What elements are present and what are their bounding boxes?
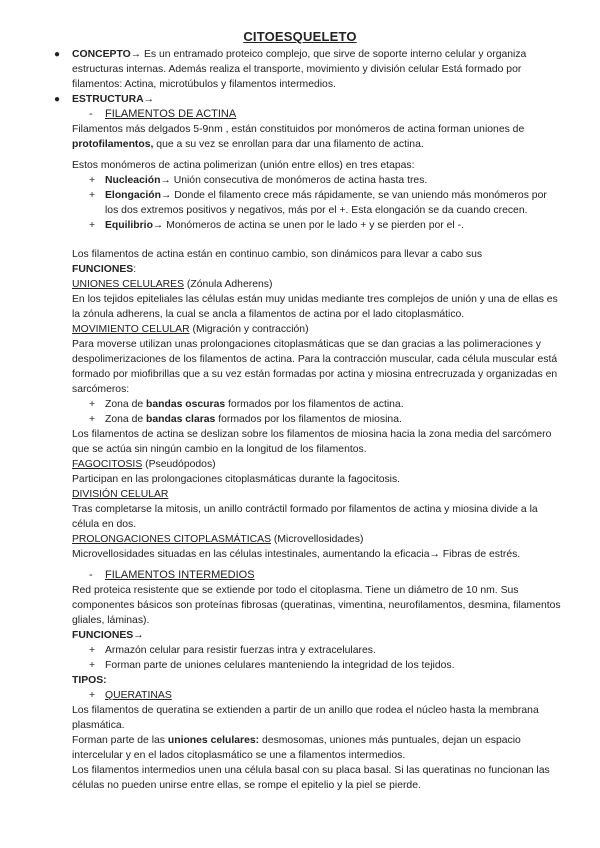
actina-intro-b: que a su vez se enrollan para dar una filamento de actina. <box>153 139 424 150</box>
plus-icon: + <box>89 660 96 671</box>
plus-icon: + <box>89 220 96 231</box>
banda-item <box>72 412 562 427</box>
estructura-bullet <box>54 92 562 107</box>
prolongaciones-heading <box>72 532 562 547</box>
movimiento-paren: (Migración y contracción) <box>189 324 309 335</box>
etapa-item <box>72 218 562 233</box>
etapa-term: Nucleación <box>105 175 161 186</box>
etapa-term: Elongación <box>105 190 161 201</box>
actina-intro-a: Filamentos más delgados 5-9nm , están constituidos por monómeros de actina forman uniones de <box>72 124 525 135</box>
banda-item <box>72 397 562 412</box>
prolongaciones-text: Microvellosidades situadas en las células intestinales, aumentando la eficacia→ Fibras de estrés. <box>72 549 521 560</box>
dash-icon: - <box>89 108 93 120</box>
plus-icon: + <box>89 190 96 201</box>
page-title: CITOESQUELETO <box>243 29 357 44</box>
concepto-bullet <box>54 47 562 92</box>
banda-pre: Zona de <box>105 414 147 425</box>
queratinas-head: QUERATINAS <box>105 690 172 701</box>
uniones-post: desmosomas, uniones más puntuales, dejan un espacio intercelular y en el lados citoplasmático se une a filamentos intermedios. <box>72 735 521 761</box>
funciones-label: FUNCIONES <box>72 264 134 275</box>
prolongaciones-head: PROLONGACIONES CITOPLASMÁTICAS <box>72 534 272 545</box>
uniones-pre: Forman parte de las <box>72 735 168 746</box>
banda-post: formados por los filamentos de miosina. <box>215 414 402 425</box>
arrow-icon: → <box>130 49 142 60</box>
uniones-text: En los tejidos epiteliales las células están muy unidas mediante tres complejos de unión y una de ellas es la zónula adherens, la cual se ancla a filamentos de actina por el lado citoplasmático. <box>72 294 558 320</box>
arrow-icon: → <box>143 94 154 105</box>
concepto-text: Es un entramado proteico complejo, que sirve de soporte interno celular y organiza estructuras internas. Además realiza el transporte, movimiento y división celular Está formado por filamentos: Actina, microtúbulos y filamentos intermedios. <box>72 49 527 90</box>
queratinas-basal: Los filamentos intermedios unen una célula basal con su placa basal. Si las queratinas no funcionan las células no pueden unirse entre ellas, se rompe el epitelio y la piel se pierde. <box>72 765 550 791</box>
tipos-label: TIPOS: <box>72 675 107 686</box>
funcion-text: Armazón celular para resistir fuerzas intra y extracelulares. <box>105 645 376 656</box>
estructura-label: ESTRUCTURA <box>72 94 144 105</box>
prolongaciones-paren: (Microvellosidades) <box>271 534 364 545</box>
banda-pre: Zona de <box>105 399 147 410</box>
intermedios-intro: Red proteica resistente que se extiende por todo el citoplasma. Tiene un diámetro de 10 nm. Sus componentes básicos son proteínas fibrosas (queratinas, vimentina, neurofilamentos, desmina, filamentos gliales, láminas). <box>72 585 561 626</box>
plus-icon: + <box>89 414 96 425</box>
funcion-text: Forman parte de uniones celulares manteniendo la integridad de los tejidos. <box>105 660 455 671</box>
uniones-bold: uniones celulares: <box>167 735 260 746</box>
plus-icon: + <box>89 645 96 656</box>
etapa-text: Unión consecutiva de monómeros de actina hasta tres. <box>170 175 428 186</box>
etapa-item <box>72 173 562 188</box>
queratinas-heading <box>72 688 562 703</box>
uniones-paren: (Zónula Adherens) <box>184 279 273 290</box>
queratinas-uniones <box>72 733 562 763</box>
division-head: DIVISIÓN CELULAR <box>72 489 169 500</box>
division-text: Tras completarse la mitosis, un anillo contráctil formado por filamentos de actina y miosina divide a la célula en dos. <box>72 504 538 530</box>
fagocitosis-text: Participan en las prolongaciones citoplasmáticas durante la fagocitosis. <box>72 474 401 485</box>
actina-heading <box>72 107 562 122</box>
uniones-heading <box>72 277 562 292</box>
etapa-text: Donde el filamento crece más rápidamente, se van uniendo más monómeros por los dos extremos positivos y negativos, más por el +. Esta elongación se da cuando crecen. <box>105 190 547 216</box>
funciones-colon: : <box>133 264 137 275</box>
bullet-dot-icon: ● <box>54 94 61 105</box>
division-heading <box>72 487 562 502</box>
plus-icon: + <box>89 690 96 701</box>
intermedios-funciones-heading <box>72 628 562 643</box>
funcion-item <box>72 658 562 673</box>
arrow-icon: → <box>160 175 171 186</box>
movimiento-head: MOVIMIENTO CELULAR <box>72 324 190 335</box>
dash-icon: - <box>89 569 93 581</box>
fagocitosis-paren: (Pseudópodos) <box>142 459 216 470</box>
movimiento-text2: Los filamentos de actina se deslizan sobre los filamentos de miosina hacia la zona media del sarcómero que se actúa sin ningún cambio en la longitud de los filamentos. <box>72 429 552 455</box>
intermedios-heading-text: FILAMENTOS INTERMEDIOS <box>105 569 255 581</box>
intermedios-funciones-label: FUNCIONES <box>72 630 134 641</box>
fagocitosis-heading <box>72 457 562 472</box>
funciones-heading <box>72 262 562 277</box>
plus-icon: + <box>89 175 96 186</box>
concepto-label: CONCEPTO <box>72 49 131 60</box>
bullet-dot-icon: ● <box>54 49 61 60</box>
movimiento-text: Para moverse utilizan unas prolongaciones citoplasmáticas que se dan gracias a las polimeraciones y despolimerizaciones de los filamentos de actina. Para la contracción muscular, cada célula muscular está formado por miofibrillas que a su vez están formadas por actina y miosina entrecruzada y organizadas en sarcómeros: <box>72 339 558 395</box>
plus-icon: + <box>89 399 96 410</box>
banda-bold: bandas claras <box>146 414 216 425</box>
banda-post: formados por los filamentos de actina. <box>225 399 404 410</box>
etapa-text: Monómeros de actina se unen por le lado + y se pierden por el -. <box>163 220 464 231</box>
arrow-icon: → <box>152 220 164 231</box>
actina-heading-text: FILAMENTOS DE ACTINA <box>105 108 237 120</box>
arrow-icon: → <box>133 630 144 641</box>
arrow-icon: → <box>161 190 172 201</box>
banda-bold: bandas oscuras <box>146 399 226 410</box>
tipos-heading <box>72 673 562 688</box>
document-content <box>54 47 562 793</box>
movimiento-heading <box>72 322 562 337</box>
queratinas-text: Los filamentos de queratina se extienden a partir de un anillo que rodea el núcleo hasta la membrana plasmática. <box>72 705 539 731</box>
intermedios-heading <box>72 568 562 583</box>
funcion-item <box>72 643 562 658</box>
etapas-intro: Estos monómeros de actina polimerizan (unión entre ellos) en tres etapas: <box>72 160 415 171</box>
actina-cambio: Los filamentos de actina están en continuo cambio, son dinámicos para llevar a cabo sus <box>72 249 483 260</box>
actina-intro-bold: protofilamentos, <box>72 139 154 150</box>
uniones-head: UNIONES CELULARES <box>72 279 185 290</box>
etapa-term: Equilibrio <box>105 220 153 231</box>
fagocitosis-head: FAGOCITOSIS <box>72 459 143 470</box>
actina-intro <box>72 122 562 152</box>
etapa-item <box>72 188 562 218</box>
